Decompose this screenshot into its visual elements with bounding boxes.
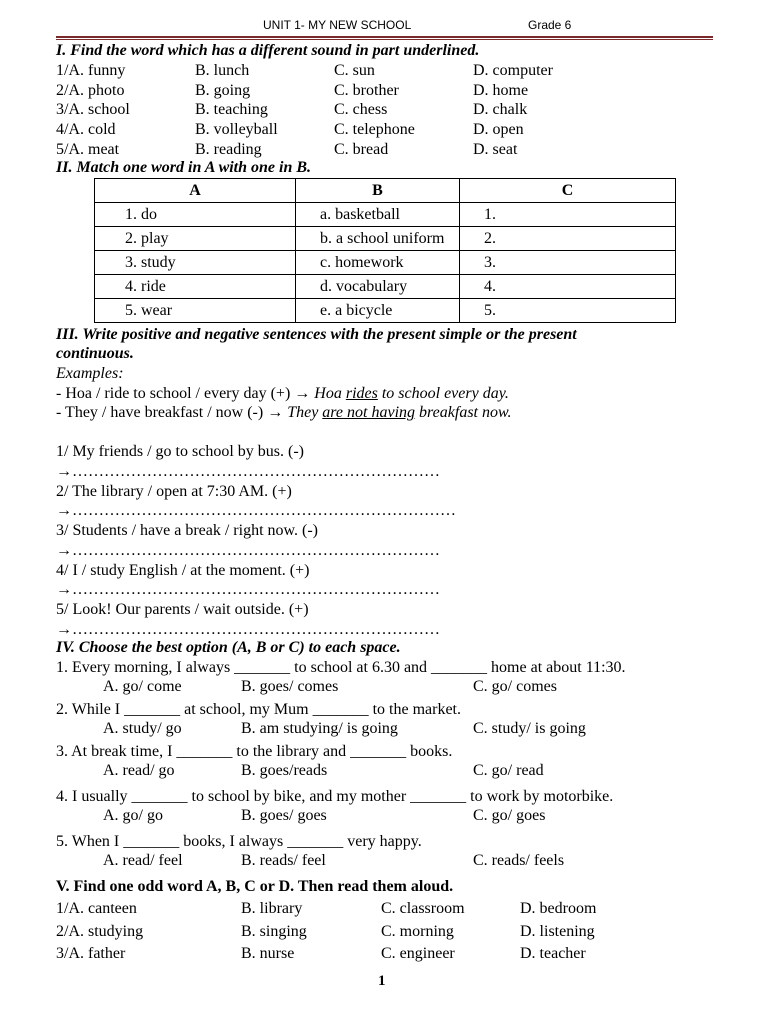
option-b: B. am studying/ is going [241, 720, 398, 737]
option-a: 3/A. father [56, 945, 126, 962]
header-rule [56, 36, 713, 38]
table-row [95, 227, 676, 251]
section-3-title-cont: continuous. [56, 345, 134, 362]
option-a: A. go/ come [103, 678, 182, 695]
question-text: 5. When I _______ books, I always _______ very happy. [56, 833, 422, 850]
sentence-prompt: 5/ Look! Our parents / wait outside. (+) [56, 601, 309, 618]
option-c: C. go/ comes [473, 678, 557, 695]
table-row [95, 203, 676, 227]
option-b: B. volleyball [195, 121, 278, 139]
option-b: B. singing [241, 922, 307, 940]
question-text: 2. While I _______ at school, my Mum _______ to the market. [56, 701, 461, 718]
header-rule-thin [56, 39, 713, 40]
table-header-row [95, 179, 676, 203]
question-text: 4. I usually _______ to school by bike, and my mother _______ to work by motorbike. [56, 788, 614, 805]
arrow-icon: → [294, 385, 311, 402]
option-a: 1/A. funny [56, 62, 126, 79]
option-d: D. home [473, 81, 529, 99]
option-c: C. study/ is going [473, 720, 586, 737]
cell-c: 5. [460, 299, 676, 323]
option-c: C. telephone [334, 121, 415, 139]
page-header [0, 18, 768, 34]
section-3-title: III. Write positive and negative sentences with the present simple or the present [56, 326, 577, 343]
cell-a: 1. do [95, 203, 296, 227]
option-b: B. reads/ feel [241, 852, 326, 869]
option-d: D. teacher [520, 945, 586, 962]
answer-line: →…………………………………………………………… [56, 541, 440, 559]
option-c: C. brother [334, 81, 399, 99]
example-2-answer [287, 404, 511, 421]
option-b: B. teaching [195, 101, 268, 119]
grade-label: Grade 6 [528, 18, 572, 32]
option-b: B. goes/ goes [241, 807, 327, 824]
sentence-prompt: 2/ The library / open at 7:30 AM. (+) [56, 482, 292, 500]
cell-c: 4. [460, 275, 676, 299]
option-c: C. sun [334, 62, 375, 79]
cell-b: b. a school uniform [296, 227, 460, 251]
option-a: 5/A. meat [56, 140, 120, 158]
examples-label: Examples: [56, 365, 124, 382]
answer-line: →…………………………………………………………… [56, 462, 440, 480]
example-1-verb: rides [345, 385, 378, 402]
example-1-prompt: - Hoa / ride to school / every day (+) [56, 385, 295, 402]
table-row [95, 251, 676, 275]
answer-line: →…………………………………………………………… [56, 581, 440, 598]
option-c: C. morning [381, 922, 454, 940]
cell-c: 3. [460, 251, 676, 275]
answer-line: →……………………………………………………………… [56, 502, 456, 519]
table-row [95, 299, 676, 323]
cell-a: 3. study [95, 251, 296, 275]
example-1-answer-start: Hoa [314, 385, 346, 402]
sentence-prompt: 1/ My friends / go to school by bus. (-) [56, 443, 304, 460]
sentence-prompt: 3/ Students / have a break / right now. (-) [56, 522, 319, 539]
cell-b: e. a bicycle [296, 299, 460, 323]
example-1-answer-end: to school every day. [377, 385, 509, 402]
option-d: D. listening [520, 922, 595, 940]
cell-b: d. vocabulary [296, 275, 460, 299]
example-2-verb: are not having [322, 404, 416, 421]
example-2-answer-end: breakfast now. [415, 404, 512, 421]
cell-b: c. homework [296, 251, 460, 275]
option-d: D. open [473, 121, 524, 139]
option-b: B. going [195, 81, 251, 99]
cell-a: 5. wear [95, 299, 296, 323]
column-header-b: B [296, 179, 460, 203]
cell-a: 2. play [95, 227, 296, 251]
option-a: 2/A. photo [56, 81, 125, 99]
option-b: B. reading [195, 140, 262, 158]
option-d: D. computer [473, 62, 553, 79]
matching-table [94, 178, 676, 323]
unit-title: UNIT 1- MY NEW SCHOOL [263, 18, 412, 32]
option-d: D. chalk [473, 101, 528, 119]
option-b: B. nurse [241, 945, 295, 962]
cell-a: 4. ride [95, 275, 296, 299]
option-b: B. library [241, 900, 303, 917]
option-d: D. seat [473, 140, 518, 158]
answer-line: →…………………………………………………………… [56, 620, 440, 638]
option-c: C. go/ goes [473, 807, 546, 824]
cell-c: 1. [460, 203, 676, 227]
option-a: A. study/ go [103, 720, 182, 737]
option-d: D. bedroom [520, 900, 597, 917]
cell-b: a. basketball [296, 203, 460, 227]
option-a: 3/A. school [56, 101, 130, 119]
column-header-a: A [95, 179, 296, 203]
option-a: A. go/ go [103, 807, 163, 824]
cell-c: 2. [460, 227, 676, 251]
option-b: B. goes/ comes [241, 678, 339, 695]
option-a: A. read/ go [103, 762, 175, 779]
option-c: C. reads/ feels [473, 852, 565, 869]
option-c: C. go/ read [473, 762, 544, 779]
option-c: C. engineer [381, 945, 455, 962]
page-number: 1 [378, 973, 386, 989]
option-a: 4/A. cold [56, 121, 116, 139]
option-b: B. goes/reads [241, 762, 328, 779]
example-2-answer-start: They [287, 404, 323, 421]
option-a: 2/A. studying [56, 922, 144, 940]
section-1-title: I. Find the word which has a different sound in part underlined. [56, 42, 480, 59]
question-text: 3. At break time, I _______ to the library and _______ books. [56, 743, 453, 760]
table-row [95, 275, 676, 299]
option-b: B. lunch [195, 62, 250, 79]
arrow-icon: → [267, 404, 284, 421]
option-c: C. bread [334, 140, 389, 158]
option-a: 1/A. canteen [56, 900, 137, 917]
sentence-prompt: 4/ I / study English / at the moment. (+) [56, 561, 310, 579]
option-c: C. chess [334, 101, 388, 119]
section-4-title: IV. Choose the best option (A, B or C) to each space. [56, 639, 401, 656]
section-2-title: II. Match one word in A with one in B. [56, 159, 312, 176]
question-text: 1. Every morning, I always _______ to school at 6.30 and _______ home at about 11:30. [56, 659, 626, 676]
example-1-answer [314, 385, 509, 402]
column-header-c: C [460, 179, 676, 203]
example-1 [56, 384, 509, 404]
option-c: C. classroom [381, 900, 465, 917]
option-a: A. read/ feel [103, 852, 183, 869]
example-2 [56, 403, 511, 423]
section-5-title: V. Find one odd word A, B, C or D. Then read them aloud. [56, 878, 454, 895]
example-2-prompt: - They / have breakfast / now (-) [56, 404, 268, 421]
